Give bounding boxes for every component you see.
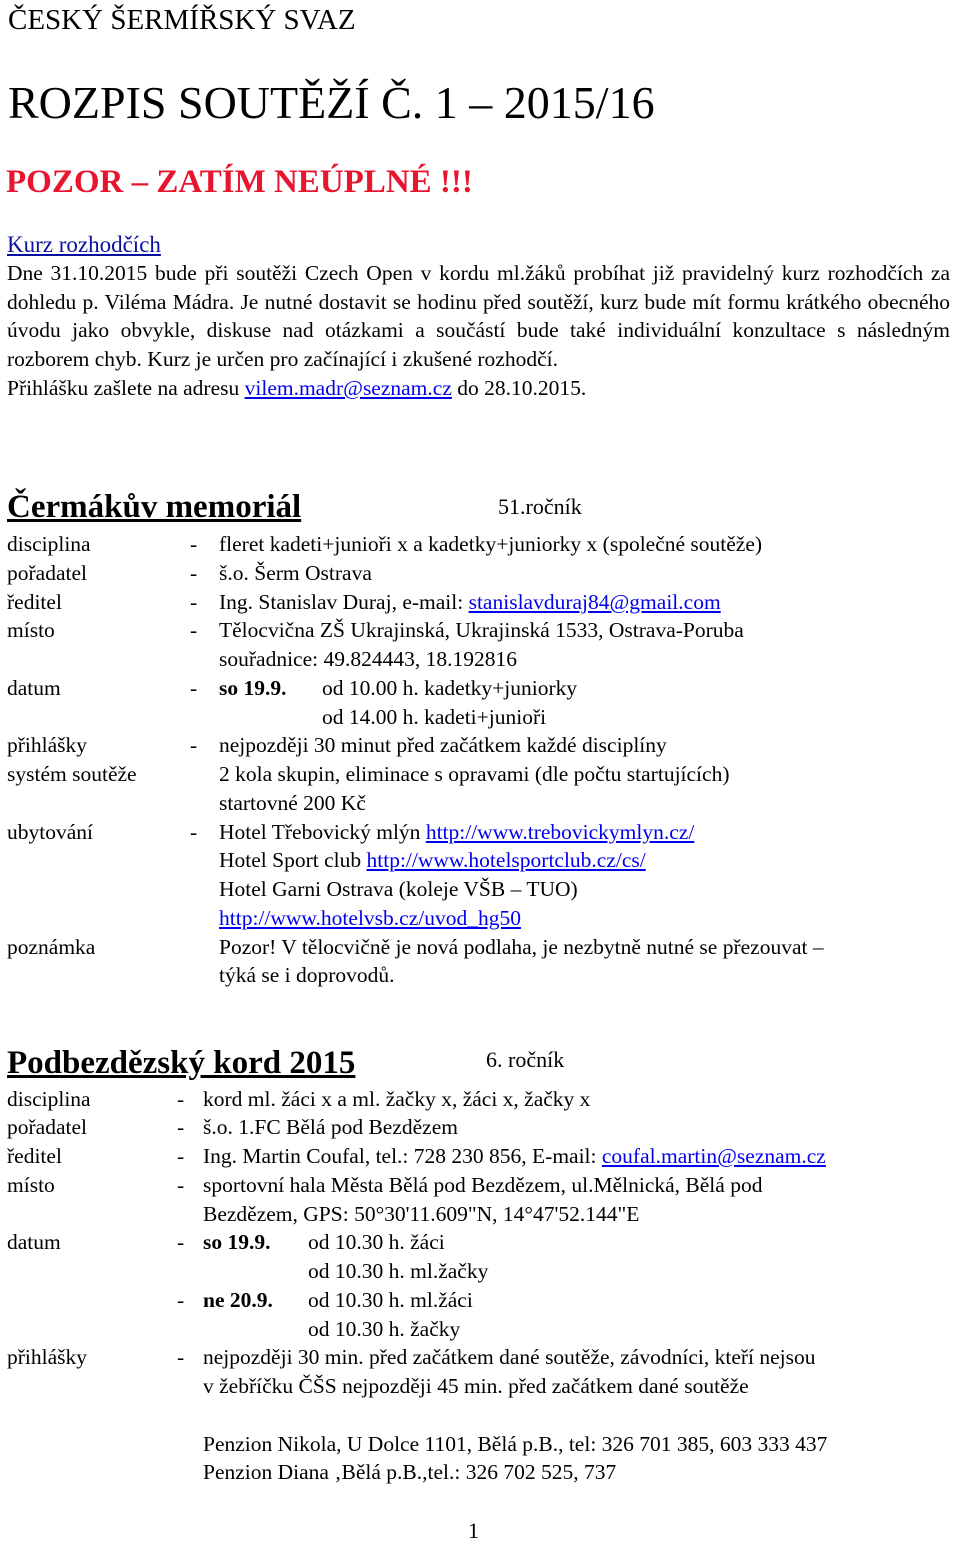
value-reditel: Ing. Stanislav Duraj, e-mail: bbox=[219, 590, 469, 614]
dash: - bbox=[190, 561, 198, 585]
label-reditel: ředitel bbox=[7, 1144, 62, 1168]
label-misto: místo bbox=[7, 618, 55, 642]
value-disciplina: fleret kadeti+junioři x a kadetky+juniorky x (společné soutěže) bbox=[219, 532, 763, 556]
value-date-day: so 19.9. bbox=[219, 676, 287, 700]
dash: - bbox=[177, 1230, 185, 1254]
label-datum: datum bbox=[7, 1230, 61, 1254]
value-day-2: ne 20.9. bbox=[203, 1288, 273, 1312]
label-prihlasky: přihlášky bbox=[7, 733, 88, 757]
value-day-2-time-a: od 10.30 h. ml.žáci bbox=[308, 1288, 473, 1312]
label-poznamka: poznámka bbox=[7, 935, 96, 959]
label-poradatel: pořadatel bbox=[7, 1115, 87, 1139]
dash: - bbox=[177, 1115, 185, 1139]
value-poradatel: š.o. Šerm Ostrava bbox=[219, 561, 372, 585]
dash: - bbox=[190, 590, 198, 614]
value-date-time-2: od 14.00 h. kadeti+junioři bbox=[322, 705, 547, 729]
apply-prefix: Přihlášku zašlete na adresu bbox=[7, 375, 245, 400]
apply-email-link[interactable]: vilem.madr@seznam.cz bbox=[244, 375, 452, 400]
dash: - bbox=[190, 820, 198, 844]
value-day-1-time-a: od 10.30 h. žáci bbox=[308, 1230, 445, 1254]
value-misto: Tělocvična ZŠ Ukrajinská, Ukrajinská 1533, Ostrava-Poruba bbox=[219, 618, 744, 642]
value-prihlasky: nejpozději 30 minut před začátkem každé disciplíny bbox=[219, 733, 667, 757]
value-coordinates: souřadnice: 49.824443, 18.192816 bbox=[219, 647, 517, 671]
value-day-1-time-b: od 10.30 h. ml.žačky bbox=[308, 1259, 489, 1283]
label-ubytovani: ubytování bbox=[7, 820, 93, 844]
value-poznamka-1: Pozor! V tělocvičně je nová podlaha, je nezbytně nutné se přezouvat – bbox=[219, 935, 824, 959]
hotel-3-link[interactable]: http://www.hotelvsb.cz/uvod_hg50 bbox=[219, 906, 521, 930]
value-prihlasky-1: nejpozději 30 min. před začátkem dané soutěže, závodníci, kteří nejsou bbox=[203, 1345, 816, 1369]
page-number: 1 bbox=[468, 1518, 479, 1543]
dash: - bbox=[190, 532, 198, 556]
warning-banner: POZOR – ZATÍM NEÚPLNÉ !!! bbox=[6, 164, 473, 200]
value-prihlasky-2: v žebříčku ČŠS nejpozději 45 min. před začátkem dané soutěže bbox=[203, 1374, 749, 1398]
label-disciplina: disciplina bbox=[7, 1087, 91, 1111]
label-datum: datum bbox=[7, 676, 61, 700]
hotel-1-link[interactable]: http://www.trebovickymlyn.cz/ bbox=[425, 820, 695, 844]
dash: - bbox=[177, 1173, 185, 1197]
hotel-1-name: Hotel Třebovický mlýn bbox=[219, 820, 426, 844]
hotel-2-name: Hotel Sport club bbox=[219, 848, 367, 872]
dash: - bbox=[177, 1288, 185, 1312]
value-poradatel: š.o. 1.FC Bělá pod Bezdězem bbox=[203, 1115, 458, 1139]
dash: - bbox=[190, 676, 198, 700]
pension-3: Penzion Diana ‚Bělá p.B.,tel.: 326 702 525, 737 bbox=[203, 1460, 617, 1484]
dash: - bbox=[190, 733, 198, 757]
value-system-2: startovné 200 Kč bbox=[219, 791, 366, 815]
podbezdez-edition: 6. ročník bbox=[486, 1047, 565, 1072]
dash: - bbox=[177, 1345, 185, 1369]
value-misto-2: Bezdězem, GPS: 50°30'11.609"N, 14°47'52.144"E bbox=[203, 1202, 640, 1226]
value-poznamka-2: týká se i doprovodů. bbox=[219, 963, 395, 987]
label-disciplina: disciplina bbox=[7, 532, 91, 556]
pension-2: Penzion Nikola, U Dolce 1101, Bělá p.B., tel: 326 701 385, 603 333 437 bbox=[203, 1432, 828, 1456]
label-prihlasky: přihlášky bbox=[7, 1345, 88, 1369]
cermak-edition: 51.ročník bbox=[498, 494, 582, 519]
value-disciplina: kord ml. žáci x a ml. žačky x, žáci x, žačky x bbox=[203, 1087, 591, 1111]
value-day-1: so 19.9. bbox=[203, 1230, 271, 1254]
document-title: ROZPIS SOUTĚŽÍ Č. 1 – 2015/16 bbox=[8, 77, 655, 128]
cermak-memorial-title: Čermákův memoriál bbox=[7, 489, 302, 525]
organization-name: ČESKÝ ŠERMÍŘSKÝ SVAZ bbox=[8, 4, 356, 36]
value-misto-1: sportovní hala Města Bělá pod Bezdězem, ul.Mělnická, Bělá pod bbox=[203, 1173, 763, 1197]
value-system-1: 2 kola skupin, eliminace s opravami (dle počtu startujících) bbox=[219, 762, 730, 786]
label-misto: místo bbox=[7, 1173, 55, 1197]
label-poradatel: pořadatel bbox=[7, 561, 87, 585]
apply-suffix: do 28.10.2015. bbox=[451, 375, 587, 400]
dash: - bbox=[177, 1144, 185, 1168]
hotel-2-link[interactable]: http://www.hotelsportclub.cz/cs/ bbox=[366, 848, 646, 872]
director-email-link[interactable]: stanislavduraj84@gmail.com bbox=[468, 590, 721, 614]
value-day-2-time-b: od 10.30 h. žačky bbox=[308, 1317, 461, 1341]
dash: - bbox=[190, 618, 198, 642]
referee-course-apply bbox=[7, 376, 586, 400]
dash: - bbox=[177, 1087, 185, 1111]
referee-course-heading: Kurz rozhodčích bbox=[7, 232, 161, 257]
value-date-time-1: od 10.00 h. kadetky+juniorky bbox=[322, 676, 578, 700]
referee-course-paragraph: Dne 31.10.2015 bude při soutěži Czech Open v kordu ml.žáků probíhat již pravidelný kurz rozhodčích za dohledu p. Viléma Mádra. Je nutné dostavit se hodinu před soutěží, kurz bude mít formu krátkého obecného úvodu jako obvykle, diskuse nad otázkami a součástí bude také individuální konzultace s následným rozborem chyb. Kurz je určen pro začínající i zkušené rozhodčí. bbox=[7, 261, 950, 372]
referee-course-text bbox=[7, 259, 950, 403]
podbezdez-title: Podbezdězský kord 2015 bbox=[7, 1045, 356, 1081]
label-system: systém soutěže bbox=[7, 762, 137, 786]
pk-director-email-link[interactable]: coufal.martin@seznam.cz bbox=[601, 1144, 826, 1168]
label-reditel: ředitel bbox=[7, 590, 62, 614]
hotel-3-name: Hotel Garni Ostrava (koleje VŠB – TUO) bbox=[219, 877, 578, 901]
value-reditel: Ing. Martin Coufal, tel.: 728 230 856, E-mail: bbox=[203, 1144, 602, 1168]
